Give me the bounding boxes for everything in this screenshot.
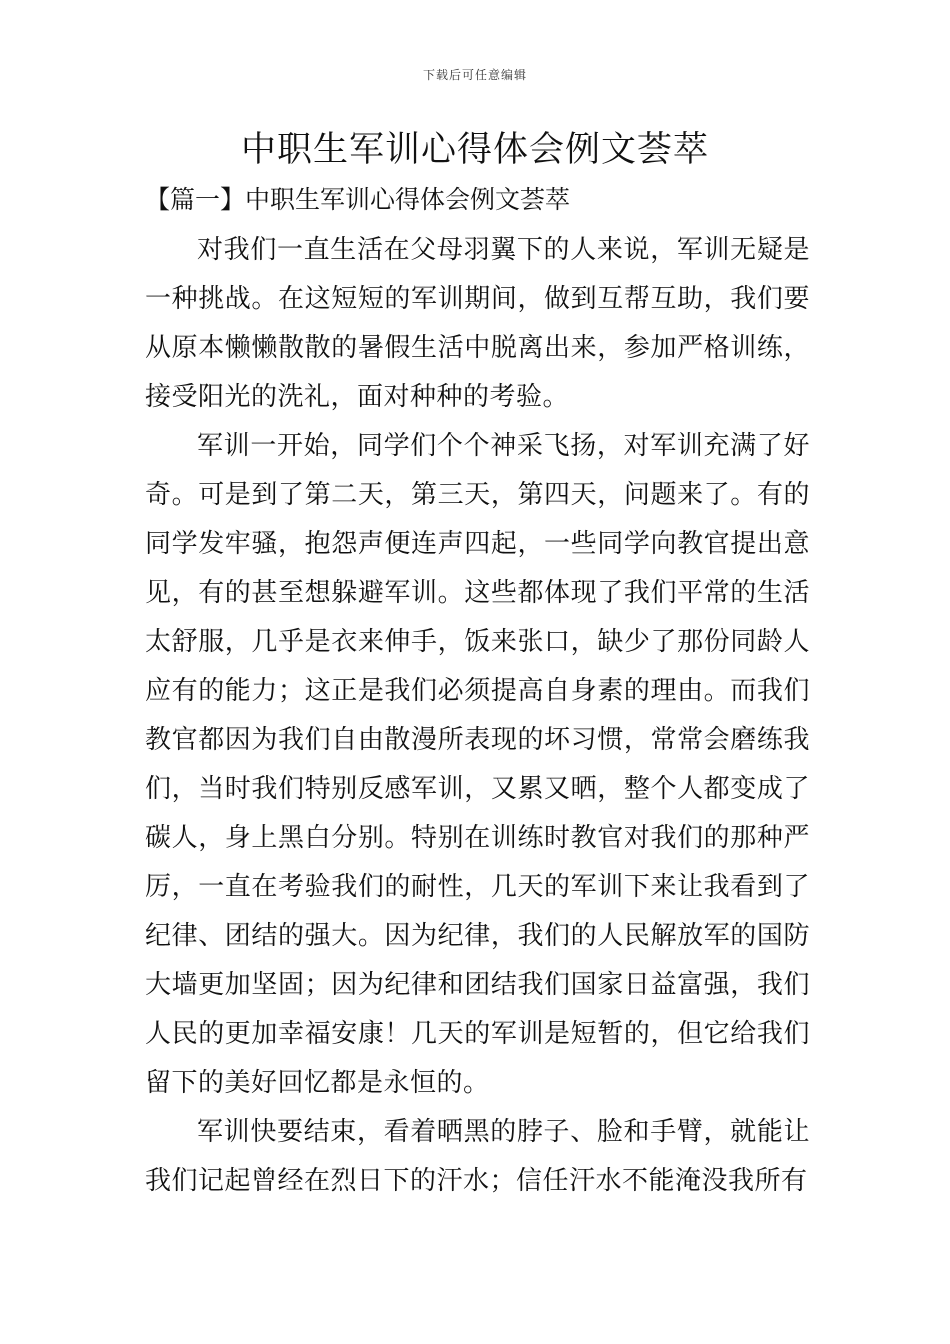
header-note: 下载后可任意编辑 [422,68,527,82]
paragraph-3: 军训快要结束，看着晒黑的脖子、脸和手臂，就能让我们记起曾经在烈日下的汗水；信任汗水不能淹没我所有 [145,1117,810,1196]
paragraph-1: 对我们一直生活在父母羽翼下的人来说，军训无疑是一种挑战。在这短短的军训期间，做到互帮互助，我们要从原本懒懒散散的暑假生活中脱离出来，参加严格训练，接受阳光的洗礼，面对种种的考验。 [145,235,810,412]
section-heading: 【篇一】中职生军训心得体会例文荟萃 [145,185,571,214]
document-body [145,226,810,1206]
document-title: 中职生军训心得体会例文荟萃 [240,130,709,170]
paragraph-2: 军训一开始，同学们个个神采飞扬，对军训充满了好奇。可是到了第二天，第三天，第四天，问题来了。有的同学发牢骚，抱怨声便连声四起，一些同学向教官提出意见，有的甚至想躲避军训。这些都体现了我们平常的生活太舒服，几乎是衣来伸手，饭来张口，缺少了那份同龄人应有的能力；这正是我们必须提高自身素的理由。而我们教官都因为我们自由散漫所表现的坏习惯，常常会磨练我们，当时我们特别反感军训，又累又晒，整个人都变成了碳人，身上黑白分别。特别在训练时教官对我们的那种严厉，一直在考验我们的耐性，几天的军训下来让我看到了纪律、团结的强大。因为纪律，我们的人民解放军的国防大墙更加坚固；因为纪律和团结我们国家日益富强，我们人民的更加幸福安康！几天的军训是短暂的，但它给我们留下的美好回忆都是永恒的。 [145,431,810,1098]
